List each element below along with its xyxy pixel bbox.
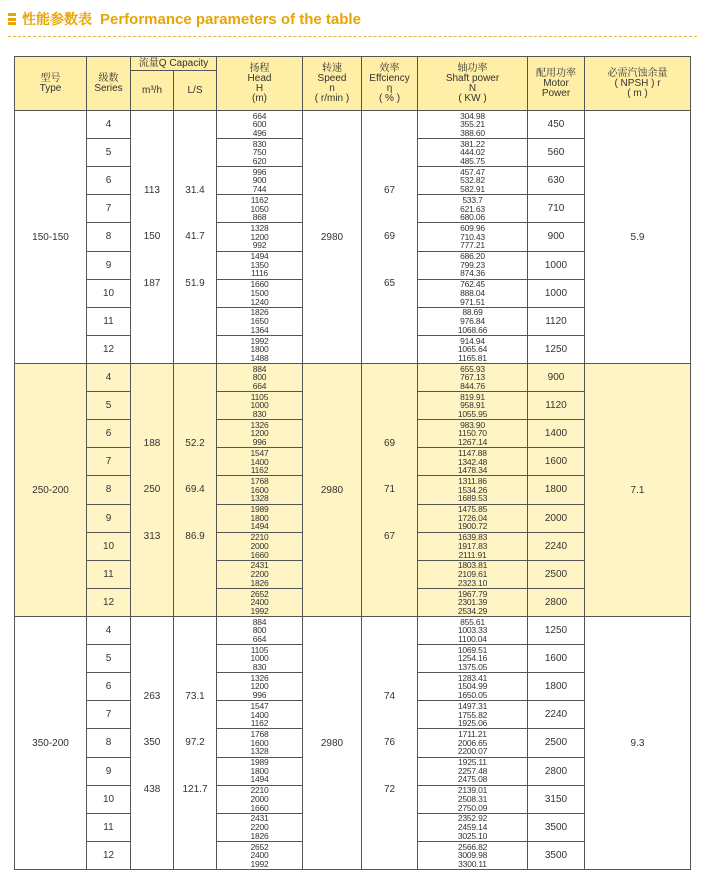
motor-power-cell: 2800	[528, 757, 585, 785]
efficiency-value: 71	[383, 484, 396, 496]
series-cell: 5	[87, 645, 131, 673]
head-cell: 1326 1200 996	[217, 673, 303, 701]
table-row	[15, 111, 691, 139]
shaft-power-cell: 1311.86 1534.26 1689.53	[418, 476, 528, 504]
head-cell: 2210 2000 1660	[217, 785, 303, 813]
series-cell: 11	[87, 307, 131, 335]
header-type: 型号 Type	[15, 57, 87, 111]
motor-power-cell: 560	[528, 139, 585, 167]
npsh-cell: 7.1	[585, 364, 691, 617]
flow-ls-value: 73.1	[185, 691, 205, 703]
head-cell: 830 750 620	[217, 139, 303, 167]
shaft-power-cell: 304.98 355.21 388.60	[418, 111, 528, 139]
speed-cell: 2980	[303, 364, 362, 617]
flow-ls-value: 52.2	[185, 438, 205, 450]
efficiency	[362, 364, 418, 617]
shaft-power-cell: 855.61 1003.33 1100.04	[418, 617, 528, 645]
series-cell: 4	[87, 111, 131, 139]
head-cell: 884 800 664	[217, 364, 303, 392]
head-cell: 2431 2200 1826	[217, 560, 303, 588]
title-chinese: 性能参数表	[22, 12, 92, 28]
head-cell: 1326 1200 996	[217, 420, 303, 448]
head-cell: 1547 1400 1162	[217, 448, 303, 476]
efficiency-value: 67	[383, 185, 396, 197]
motor-power-cell: 2500	[528, 729, 585, 757]
flow-m3h-value: 350	[143, 737, 161, 749]
efficiency-value: 65	[383, 277, 396, 289]
head-cell: 2431 2200 1826	[217, 813, 303, 841]
shaft-power-cell: 457.47 532.82 582.91	[418, 167, 528, 195]
series-cell: 6	[87, 167, 131, 195]
head-cell: 1826 1650 1364	[217, 307, 303, 335]
header-capacity-m3h: m³/h	[131, 71, 174, 111]
flow-ls-value: 97.2	[185, 737, 205, 749]
shaft-power-cell: 88.69 976.84 1068.66	[418, 307, 528, 335]
head-cell: 1494 1350 1116	[217, 251, 303, 279]
shaft-power-cell: 609.96 710.43 777.21	[418, 223, 528, 251]
flow-ls	[174, 617, 217, 870]
series-cell: 11	[87, 813, 131, 841]
motor-power-cell: 3500	[528, 813, 585, 841]
motor-power-cell: 2000	[528, 504, 585, 532]
head-cell: 1660 1500 1240	[217, 279, 303, 307]
motor-power-cell: 1800	[528, 476, 585, 504]
head-cell: 1328 1200 992	[217, 223, 303, 251]
series-cell: 9	[87, 251, 131, 279]
shaft-power-cell: 1497.31 1755.82 1925.06	[418, 701, 528, 729]
head-cell: 1547 1400 1162	[217, 701, 303, 729]
motor-power-cell: 2500	[528, 560, 585, 588]
header-capacity: 流量Q Capacity	[131, 57, 217, 71]
shaft-power-cell: 2566.82 3009.98 3300.11	[418, 841, 528, 869]
shaft-power-cell: 1283.41 1504.99 1650.05	[418, 673, 528, 701]
header-motor-power: 配用功率 Motor Power	[528, 57, 585, 111]
flow-ls-value: 86.9	[185, 530, 205, 542]
title-divider	[8, 36, 697, 37]
flow-ls-value: 31.4	[185, 185, 205, 197]
series-cell: 4	[87, 364, 131, 392]
series-cell: 10	[87, 279, 131, 307]
flow-ls-value: 69.4	[185, 484, 205, 496]
title-english: Performance parameters of the table	[100, 10, 361, 28]
flow-m3h-value: 150	[143, 231, 161, 243]
series-cell: 10	[87, 532, 131, 560]
head-cell: 1992 1800 1488	[217, 335, 303, 363]
shaft-power-cell: 1711.21 2006.65 2200.07	[418, 729, 528, 757]
flow-m3h	[131, 364, 174, 617]
model-type: 250-200	[15, 364, 87, 617]
header-capacity-ls: L/S	[174, 71, 217, 111]
flow-m3h-value: 313	[143, 530, 161, 542]
efficiency-value: 69	[383, 438, 396, 450]
head-cell: 1989 1800 1494	[217, 757, 303, 785]
head-cell: 1768 1600 1328	[217, 476, 303, 504]
shaft-power-cell: 2139.01 2508.31 2750.09	[418, 785, 528, 813]
series-cell: 8	[87, 729, 131, 757]
series-cell: 5	[87, 139, 131, 167]
series-cell: 10	[87, 785, 131, 813]
shaft-power-cell: 533.7 621.63 680.06	[418, 195, 528, 223]
series-cell: 4	[87, 617, 131, 645]
flow-m3h-value: 187	[143, 277, 161, 289]
header-shaft-power: 轴功率 Shaft power N ( KW )	[418, 57, 528, 111]
motor-power-cell: 1800	[528, 673, 585, 701]
flow-m3h-value: 250	[143, 484, 161, 496]
head-cell: 1768 1600 1328	[217, 729, 303, 757]
series-cell: 7	[87, 195, 131, 223]
head-cell: 1105 1000 830	[217, 645, 303, 673]
series-cell: 9	[87, 757, 131, 785]
motor-power-cell: 2240	[528, 532, 585, 560]
series-cell: 11	[87, 560, 131, 588]
series-cell: 7	[87, 701, 131, 729]
model-type: 150-150	[15, 111, 87, 364]
motor-power-cell: 1000	[528, 251, 585, 279]
efficiency-value: 67	[383, 530, 396, 542]
head-cell: 884 800 664	[217, 617, 303, 645]
flow-m3h-value: 188	[143, 438, 161, 450]
flow-ls	[174, 111, 217, 364]
head-cell: 1162 1050 868	[217, 195, 303, 223]
efficiency-value: 76	[383, 737, 396, 749]
shaft-power-cell: 983.90 1150.70 1267.14	[418, 420, 528, 448]
flow-ls-value: 51.9	[185, 277, 205, 289]
flow-m3h-value: 263	[143, 691, 161, 703]
series-cell: 12	[87, 335, 131, 363]
stripes-icon	[8, 13, 16, 25]
shaft-power-cell: 655.93 767.13 844.76	[418, 364, 528, 392]
header-series: 级数 Series	[87, 57, 131, 111]
motor-power-cell: 1120	[528, 392, 585, 420]
series-cell: 9	[87, 504, 131, 532]
flow-m3h-value: 113	[144, 185, 160, 197]
header-head: 扬程 Head H (m)	[217, 57, 303, 111]
motor-power-cell: 1120	[528, 307, 585, 335]
shaft-power-cell: 1475.85 1726.04 1900.72	[418, 504, 528, 532]
series-cell: 8	[87, 476, 131, 504]
header-efficiency: 效率 Effciency η ( % )	[362, 57, 418, 111]
shaft-power-cell: 1639.83 1917.83 2111.91	[418, 532, 528, 560]
flow-ls-value: 121.7	[182, 783, 208, 795]
shaft-power-cell: 914.94 1065.64 1165.81	[418, 335, 528, 363]
shaft-power-cell: 381.22 444.02 485.75	[418, 139, 528, 167]
motor-power-cell: 1600	[528, 645, 585, 673]
head-cell: 1989 1800 1494	[217, 504, 303, 532]
efficiency-value: 72	[383, 783, 396, 795]
series-cell: 6	[87, 420, 131, 448]
speed-cell: 2980	[303, 617, 362, 870]
npsh-cell: 9.3	[585, 617, 691, 870]
header-npsh: 必需汽蚀余量 ( NPSH ) r ( m )	[585, 57, 691, 111]
motor-power-cell: 3150	[528, 785, 585, 813]
model-type: 350-200	[15, 617, 87, 870]
shaft-power-cell: 819.91 958.91 1055.95	[418, 392, 528, 420]
motor-power-cell: 1600	[528, 448, 585, 476]
motor-power-cell: 710	[528, 195, 585, 223]
table-row	[15, 617, 691, 645]
shaft-power-cell: 1967.79 2301.39 2534.29	[418, 588, 528, 616]
series-cell: 12	[87, 588, 131, 616]
table-row	[15, 364, 691, 392]
motor-power-cell: 2800	[528, 588, 585, 616]
shaft-power-cell: 686.20 799.23 874.36	[418, 251, 528, 279]
motor-power-cell: 900	[528, 364, 585, 392]
head-cell: 1105 1000 830	[217, 392, 303, 420]
efficiency-value: 74	[383, 691, 396, 703]
shaft-power-cell: 1069.51 1254.16 1375.05	[418, 645, 528, 673]
shaft-power-cell: 1925.11 2257.48 2475.08	[418, 757, 528, 785]
motor-power-cell: 1000	[528, 279, 585, 307]
motor-power-cell: 3500	[528, 841, 585, 869]
motor-power-cell: 1250	[528, 335, 585, 363]
series-cell: 7	[87, 448, 131, 476]
head-cell: 996 900 744	[217, 167, 303, 195]
efficiency	[362, 617, 418, 870]
motor-power-cell: 1400	[528, 420, 585, 448]
series-cell: 5	[87, 392, 131, 420]
speed-cell: 2980	[303, 111, 362, 364]
flow-m3h	[131, 111, 174, 364]
performance-table	[14, 56, 691, 870]
efficiency-value: 69	[383, 231, 396, 243]
shaft-power-cell: 2352.92 2459.14 3025.10	[418, 813, 528, 841]
shaft-power-cell: 1803.81 2109.61 2323.10	[418, 560, 528, 588]
shaft-power-cell: 1147.88 1342.48 1478.34	[418, 448, 528, 476]
flow-m3h-value: 438	[143, 783, 161, 795]
flow-ls	[174, 364, 217, 617]
series-cell: 12	[87, 841, 131, 869]
motor-power-cell: 2240	[528, 701, 585, 729]
flow-m3h	[131, 617, 174, 870]
motor-power-cell: 450	[528, 111, 585, 139]
flow-ls-value: 41.7	[185, 231, 205, 243]
efficiency	[362, 111, 418, 364]
head-cell: 2652 2400 1992	[217, 588, 303, 616]
motor-power-cell: 900	[528, 223, 585, 251]
shaft-power-cell: 762.45 888.04 971.51	[418, 279, 528, 307]
head-cell: 2210 2000 1660	[217, 532, 303, 560]
series-cell: 8	[87, 223, 131, 251]
motor-power-cell: 630	[528, 167, 585, 195]
series-cell: 6	[87, 673, 131, 701]
header-speed: 转速 Speed n ( r/min )	[303, 57, 362, 111]
npsh-cell: 5.9	[585, 111, 691, 364]
head-cell: 664 600 496	[217, 111, 303, 139]
page-header	[8, 6, 698, 32]
motor-power-cell: 1250	[528, 617, 585, 645]
head-cell: 2652 2400 1992	[217, 841, 303, 869]
